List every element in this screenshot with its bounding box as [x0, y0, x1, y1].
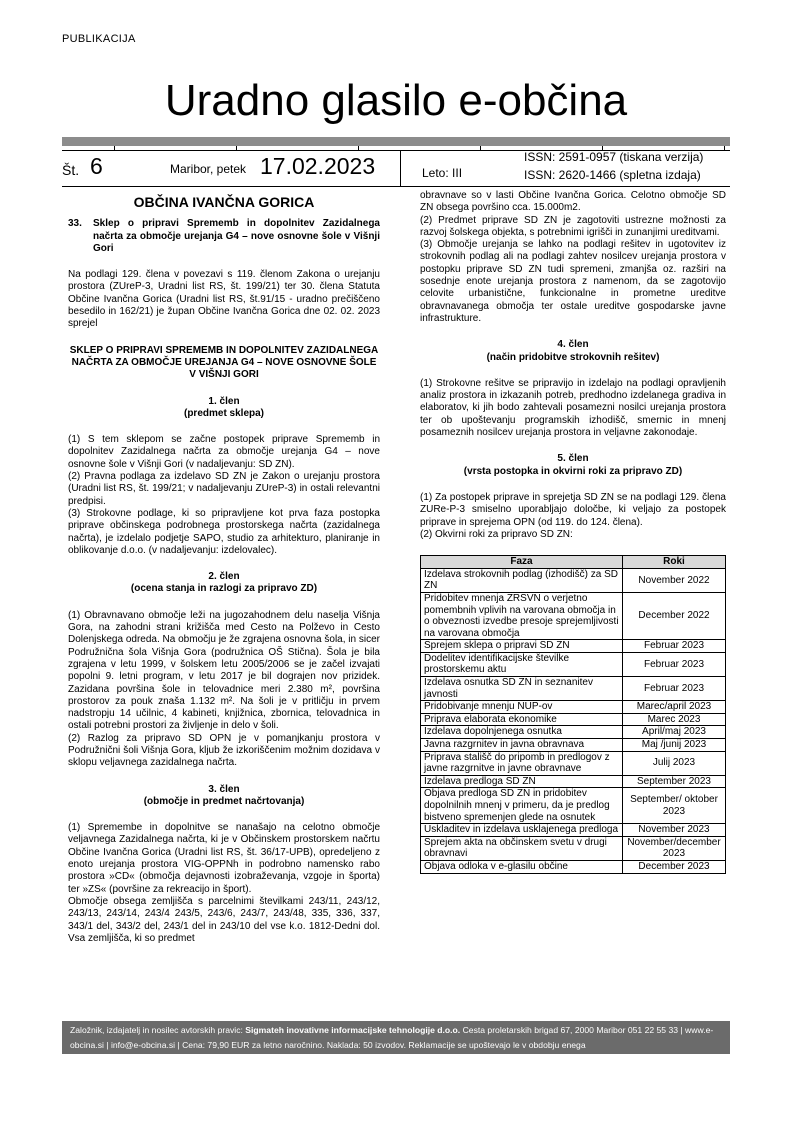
table-cell-roki: December 2023: [623, 860, 726, 873]
art1-paragraph: (1) S tem sklepom se začne postopek priprave Sprememb in dopolnitev Zazidalnega načrta za območje urejanja G4 – nove osnovne šole v Višnji Gori (v nadaljevanju: SD ZN).: [68, 434, 380, 470]
issue-date: 17.02.2023: [260, 153, 376, 179]
schedule-table: [420, 555, 726, 873]
table-cell-roki: September/ oktober 2023: [623, 788, 726, 824]
decision-title: SKLEP O PRIPRAVI SPREMEMB IN DOPOLNITEV ZAZIDALNEGA NAČRTA ZA OBMOČJE UREJANJA G4 – NOVE OSNOVNE ŠOLE V VIŠNJI GORI: [69, 344, 379, 381]
footer-address: Cesta proletarskih brigad 67, 2000 Maribor 051 22 55 33 |: [462, 1025, 683, 1035]
table-cell-roki: Februar 2023: [623, 640, 726, 653]
table-row: [421, 751, 726, 775]
footer-rest: | Cena: 79,90 EUR za letno naročnino. Naklada: 50 izvodov. Reklamacije se upoštevajo le v obdobju enega: [177, 1040, 586, 1050]
art3-paragraph: (2) Predmet priprave SD ZN je zagotoviti ustrezne možnosti za razvoj šolskega objekta, s potrebnimi igrišči in zunanjimi ureditvami.: [420, 214, 726, 238]
table-cell-roki: Maj /junij 2023: [623, 739, 726, 752]
issue-label: Št.: [62, 162, 80, 178]
issue-header: [62, 150, 730, 187]
art1-paragraph: (3) Strokovne podlage, ki so pripravljene kot prva faza postopka priprave občinskega podrobnega prostorskega načrta (zazidalnega načrta), je izdelalo podjetje SAPO, studio za arhitekturo, planiranje in oblikovanje d.o.o. (v nadaljevanju: izdelovalec).: [68, 507, 380, 556]
table-row: [421, 860, 726, 873]
publication-label: PUBLIKACIJA: [62, 33, 136, 45]
art4-paragraph: (1) Strokovne rešitve se pripravijo in izdelajo na podlagi opravljenih analiz prostora in izkazanih potreb, predhodno izdelanega gradiva in elaboratov, ki jih bodo zahtevali posamezni nosilci urejanja prostora ter ob upoštevanju programskih izhodišč, smernic in mnenj posameznih nosilcev urejanja prostora in veljavne zakonodaje.: [420, 377, 726, 439]
art3-number: 3. člen: [208, 783, 240, 795]
table-cell-faza: Uskladitev in izdelava usklajenega predloga: [421, 824, 623, 837]
art1-title: (predmet sklepa): [183, 407, 265, 419]
footer-separator: |: [106, 1040, 109, 1050]
table-row: [421, 788, 726, 824]
table-row: [421, 739, 726, 752]
art2-number: 2. člen: [208, 571, 240, 583]
table-cell-roki: November 2022: [623, 568, 726, 592]
table-cell-roki: Marec 2023: [623, 713, 726, 726]
table-cell-roki: Februar 2023: [623, 652, 726, 676]
table-cell-roki: November/december 2023: [623, 836, 726, 860]
table-cell-faza: Sprejem sklepa o pripravi SD ZN: [421, 640, 623, 653]
table-row: [421, 775, 726, 788]
table-cell-faza: Priprava elaborata ekonomike: [421, 713, 623, 726]
art5-title: (vrsta postopka in okvirni roki za pripravo ZD): [463, 465, 683, 477]
art3-paragraph: Območje obsega zemljišča s parcelnimi številkami 243/11, 243/12, 243/13, 243/14, 243/4 243/5, 243/6, 243/7, 243/48, 335, 336, 337, 343/1 del, 343/2 del, 243/1 del in 243/10 del vse k.o. 1812-Dedni dol. Vsa zemljišča, ki so predmet: [68, 895, 380, 944]
table-cell-faza: Objava predloga SD ZN in pridobitev dopolnilnih mnenj v primeru, da je predlog bistveno spremenjen glede na osnutek: [421, 788, 623, 824]
table-row: [421, 568, 726, 592]
art3-paragraph: (3) Območje urejanja se lahko na podlagi rešitev in ugotovitev iz strokovnih podlag ali na podlagi zahtev nosilcev urejanja prostora v postopku priprave SD ZN tudi spremeni, zmanjša oz. razširi na sosednje enote urejanja prostora z namenom, da se zagotovijo celovite urbanistične, funkcionalne in prometne ureditve obravnavanega območja ter ostale ureditve gospodarske javne infrastrukture.: [420, 239, 726, 324]
issue-year: Leto: III: [422, 166, 463, 180]
table-header-faza: Faza: [421, 556, 623, 569]
table-cell-faza: Dodelitev identifikacijske številke prostorskemu aktu: [421, 652, 623, 676]
table-cell-roki: Marec/april 2023: [623, 701, 726, 714]
municipality-heading: OBČINA IVANČNA GORICA: [133, 194, 315, 210]
table-row: [421, 824, 726, 837]
table-cell-roki: April/maj 2023: [623, 726, 726, 739]
art3-paragraph: (1) Spremembe in dopolnitve se nanašajo na celotno območje veljavnega Zazidalnega načrta, ki je v Občinskem prostorskem načrtu Občine Ivančna Gorica (Uradni list RS, št. 36/17-UPB), opredeljeno z enoto urejanja prostora VIG-OPPNh in podrobno namensko rabo prostora »CD« (območja dejavnosti izobraževanja, vzgoje in športa) ter »ZS« (površine za rekreacijo in šport).: [68, 822, 380, 895]
masthead-title: Uradno glasilo e-občina: [164, 76, 628, 125]
table-cell-faza: Priprava stališč do pripomb in predlogov z javne razgrnitve in javne obravnave: [421, 751, 623, 775]
right-column: [420, 190, 726, 874]
art4-title: (način pridobitve strokovnih rešitev): [486, 351, 660, 363]
issn-print: ISSN: 2591-0957 (tiskana verzija): [524, 150, 704, 164]
table-cell-roki: September 2023: [623, 775, 726, 788]
table-cell-roki: December 2022: [623, 592, 726, 639]
footer-email-link[interactable]: info@e-obcina.si: [110, 1040, 176, 1050]
art3-title: (območje in predmet načrtovanja): [143, 795, 305, 807]
table-row: [421, 640, 726, 653]
table-row: [421, 701, 726, 714]
table-cell-faza: Pridobivanje mnenju NUP-ov: [421, 701, 623, 714]
art2-paragraph: (2) Razlog za pripravo SD OPN je v pomanjkanju prostora v Podružnični šoli Višnja Gora, kljub že izkoriščenim možnim dozidava v sklopu veljavnega zazidalnega načrta.: [68, 732, 380, 769]
art1-paragraph: (2) Pravna podlaga za izdelavo SD ZN je Zakon o urejanju prostora (Uradni list RS, št. 199/21; v nadaljevanju ZUreP-3) in ostali relevantni predpisi.: [68, 471, 380, 507]
art5-paragraph: (2) Okvirni roki za pripravo SD ZN:: [420, 528, 573, 540]
issue-number: 6: [90, 153, 103, 179]
table-row: [421, 713, 726, 726]
art5-number: 5. člen: [557, 453, 589, 465]
table-row: [421, 652, 726, 676]
table-cell-faza: Sprejem akta na občinskem svetu v drugi obravnavi: [421, 836, 623, 860]
table-cell-roki: November 2023: [623, 824, 726, 837]
table-cell-faza: Izdelava strokovnih podlag (izhodišč) za SD ZN: [421, 568, 623, 592]
art1-number: 1. člen: [208, 395, 240, 407]
table-cell-faza: Javna razgrnitev in javna obravnava: [421, 739, 623, 752]
item-title: Sklep o pripravi Sprememb in dopolnitev Zazidalnega načrta za območje urejanja G4 – nove osnovne šole v Višnji Gori: [93, 218, 380, 254]
issue-place: Maribor, petek: [170, 162, 247, 176]
footer-web-link[interactable]: www.e-obcina.si: [70, 1025, 714, 1050]
table-cell-faza: Izdelava osnutka SD ZN in seznanitev javnosti: [421, 677, 623, 701]
table-row: [421, 677, 726, 701]
art2-title: (ocena stanja in razlogi za pripravo ZD): [130, 583, 318, 595]
footer: [62, 1021, 730, 1054]
table-cell-roki: Julij 2023: [623, 751, 726, 775]
item-heading: [68, 218, 380, 255]
footer-lead: Založnik, izdajatelj in nosilec avtorskih pravic:: [70, 1025, 243, 1035]
table-row: [421, 726, 726, 739]
table-header-roki: Roki: [623, 556, 726, 569]
table-cell-roki: Februar 2023: [623, 677, 726, 701]
footer-company: Sigmateh inovativne informacijske tehnologije d.o.o.: [245, 1025, 461, 1035]
table-cell-faza: Izdelava dopolnjenega osnutka: [421, 726, 623, 739]
preamble: Na podlagi 129. člena v povezavi s 119. členom Zakona o urejanju prostora (ZUreP-3, Uradni list RS, št. 199/21) ter 30. člena Statuta Občine Ivančna Gorica (Uradni list RS, št.91/15 - uradno prečiščeno besedilo in 162/21) je župan Občine Ivančna Gorica dne 02. 02. 2023 sprejel: [68, 269, 380, 330]
art4-number: 4. člen: [557, 339, 589, 351]
item-number: 33.: [68, 218, 82, 230]
table-cell-faza: Objava odloka v e-glasilu občine: [421, 860, 623, 873]
table-cell-faza: Pridobitev mnenja ZRSVN o verjetno pomembnih vplivih na varovana območja in o obveznosti izvedbe presoje sprejemljivosti na varovana območja: [421, 592, 623, 639]
table-cell-faza: Izdelava predloga SD ZN: [421, 775, 623, 788]
art2-paragraph: (1) Obravnavano območje leži na jugozahodnem delu naselja Višnja Gora, na zahodni strani križišča med Cesto na Polževo in Cesto Dolenjskega odreda. Na območju je že zgrajena osnovna šola, in sicer Podružnična šola Višnja Gora (podružnica OŠ Stična). Šola je bila zgrajena v letu 1999, v šolskem letu 2005/2006 se je začel izvajati popolni 9. letni program, v letu 2017 je bil dograjen nov prizidek. Zazidana površina šole in telovadnice meri 2.380 m², površina prostorov za pouk znaša 1.132 m². Na šoli je v pritličju in prvem nadstropju 14 učilnic, 4 kabineti, knjižnica, zbornica, telovadnica in ostali potrebni prostori za življenje in delo v šoli.: [68, 609, 380, 732]
column-separator: [400, 150, 401, 186]
issn-web: ISSN: 2620-1466 (spletna izdaja): [524, 168, 701, 182]
art5-paragraph: (1) Za postopek priprave in sprejetja SD ZN se na podlagi 129. člena ZURe-P-3 smiselno uporabljajo določbe, ki veljajo za postopek priprave in sprejema OPN (od 119. do 124. člena).: [420, 491, 726, 528]
table-row: [421, 836, 726, 860]
masthead-bar: [62, 137, 730, 146]
left-column: [68, 190, 380, 945]
table-row: [421, 592, 726, 639]
continued-paragraph: obravnave so v lasti Občine Ivančna Gorica. Celotno območje SD ZN obsega površino cca. 15.000m2.: [420, 190, 726, 214]
